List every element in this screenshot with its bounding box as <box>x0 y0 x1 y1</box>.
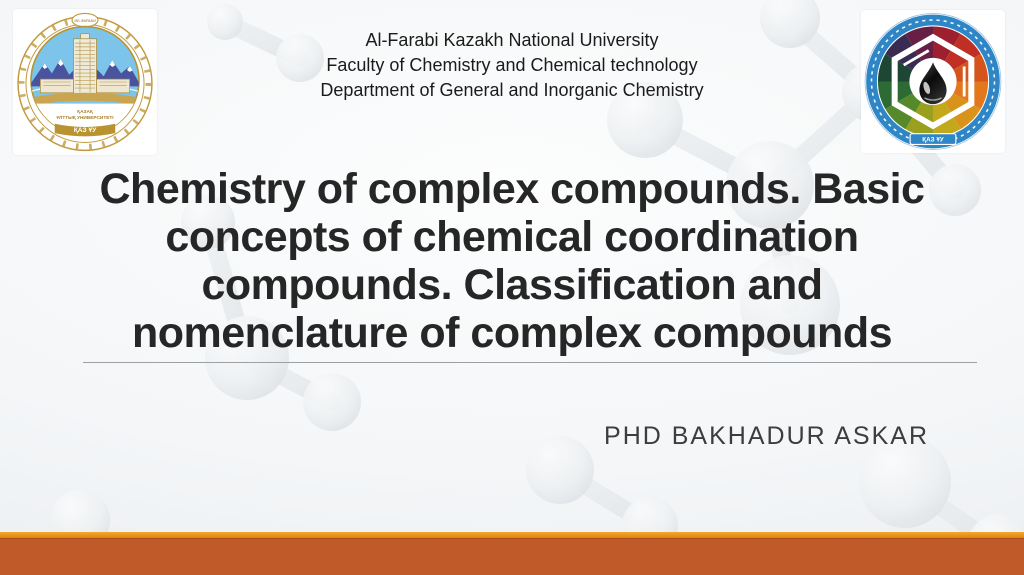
header-faculty-line: Faculty of Chemistry and Chemical technology <box>326 55 698 75</box>
header-department-line: Department of General and Inorganic Chemistry <box>320 80 704 100</box>
faculty-banner-text: ҚАЗ ҰУ <box>922 136 944 144</box>
emblem-top-arc-text: ӘЛ-ФАРАБИ <box>74 18 96 23</box>
emblem-caption-line2: ҰЛТТЫҚ УНИВЕРСИТЕТІ <box>56 116 114 122</box>
title-line-4: nomenclature of complex compounds <box>132 309 892 357</box>
emblem-caption-line1: ҚАЗАҚ <box>77 109 93 115</box>
header-university-line: Al-Farabi Kazakh National University <box>365 30 659 50</box>
institution-header <box>0 28 1024 103</box>
title-line-3: compounds. Classification and <box>201 261 823 309</box>
footer-bar <box>0 538 1024 575</box>
title-underline-rule <box>83 362 977 363</box>
slide-title <box>0 165 1024 357</box>
author-name: PHD BAKHADUR ASKAR <box>604 422 929 450</box>
emblem-banner-text: ҚАЗ ҰУ <box>73 127 97 135</box>
title-line-2: concepts of chemical coordination <box>165 213 859 261</box>
title-line-1: Chemistry of complex compounds. Basic <box>99 165 925 213</box>
